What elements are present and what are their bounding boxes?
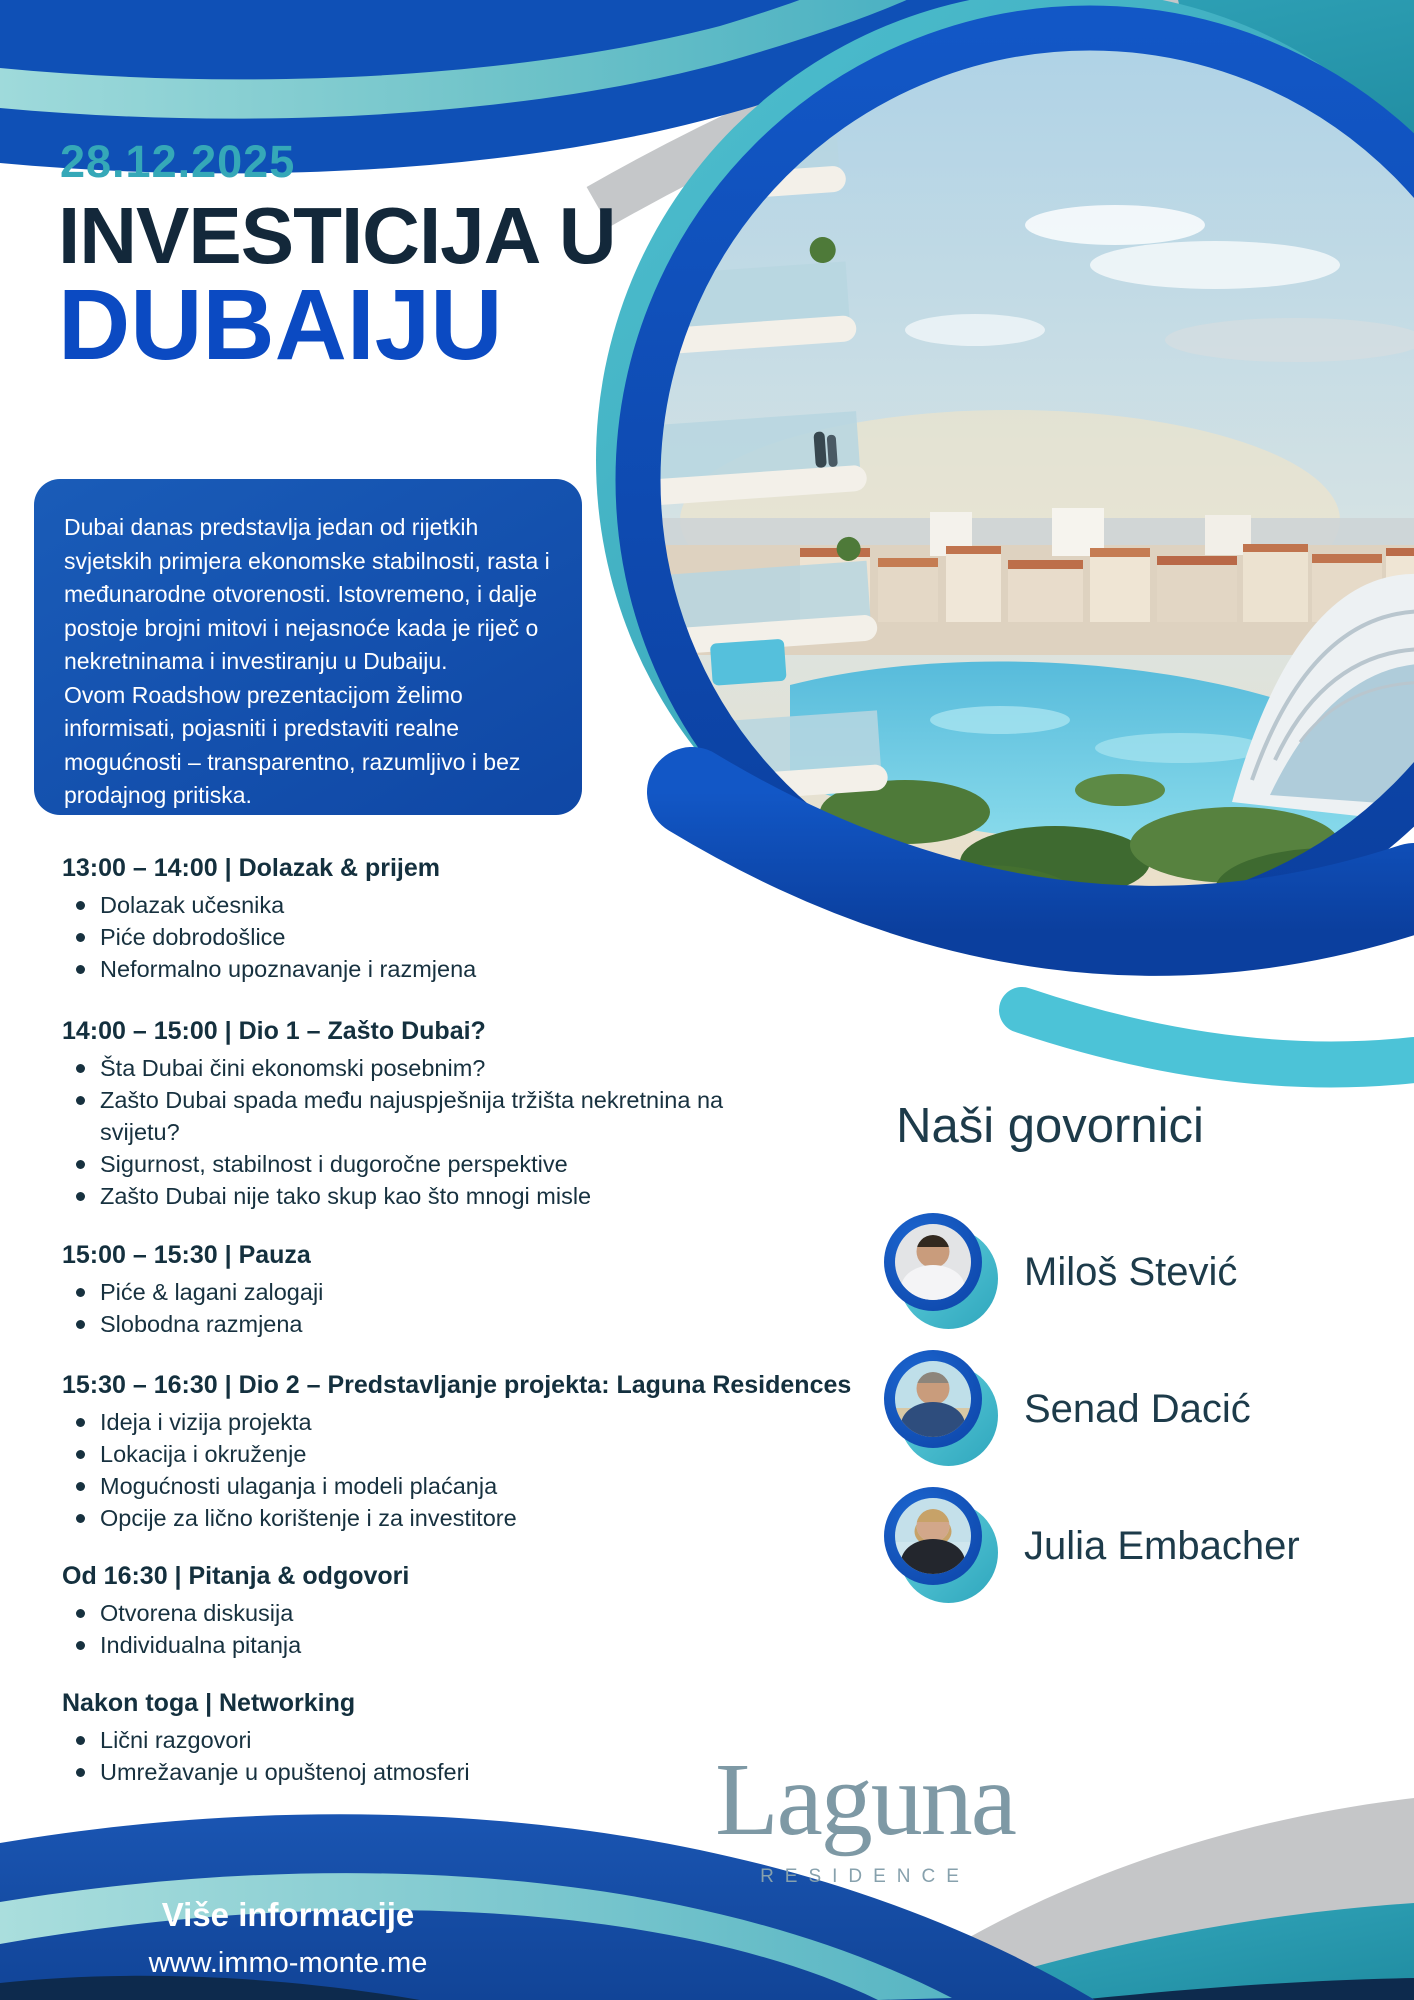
agenda-item: Piće dobrodošlice — [100, 921, 740, 953]
agenda-item: Ideja i vizija projekta — [100, 1406, 740, 1438]
speaker-row — [884, 1213, 1237, 1331]
speaker-photo — [895, 1224, 971, 1300]
agenda-header: 15:30 – 16:30 | Dio 2 – Predstavljanje projekta: Laguna Residences — [62, 1371, 852, 1399]
speakers-heading: Naši govornici — [896, 1099, 1204, 1153]
agenda-item: Individualna pitanja — [100, 1629, 740, 1661]
logo-subtext: RESIDENCE — [760, 1866, 970, 1887]
speaker-name: Julia Embacher — [1024, 1523, 1300, 1568]
speaker-name: Miloš Stević — [1024, 1249, 1238, 1294]
agenda-section — [62, 853, 862, 985]
agenda-item: Otvorena diskusija — [100, 1597, 740, 1629]
agenda-section — [62, 1561, 862, 1661]
agenda-item: Lični razgovori — [100, 1724, 740, 1756]
agenda-item: Šta Dubai čini ekonomski posebnim? — [100, 1052, 740, 1084]
intro-paragraph-1: Dubai danas predstavlja jedan od rijetkih svjetskih primjera ekonomske stabilnosti, rasta i međunarodne otvorenosti. Istovremeno, i dalje postoje brojni mitovi i nejasnoće kada je riječ o nekretninama i investiranju u Dubaiju. — [64, 514, 550, 674]
agenda-section — [62, 1240, 862, 1340]
agenda-item: Umrežavanje u opuštenoj atmosferi — [100, 1756, 740, 1788]
event-title-line1: INVESTICIJA U — [58, 191, 616, 280]
agenda-header: Od 16:30 | Pitanja & odgovori — [62, 1562, 410, 1590]
agenda-item: Piće & lagani zalogaji — [100, 1276, 740, 1308]
agenda-item: Slobodna razmjena — [100, 1308, 740, 1340]
agenda-item: Dolazak učesnika — [100, 889, 740, 921]
agenda-section — [62, 1016, 862, 1212]
agenda-item: Zašto Dubai nije tako skup kao što mnogi misle — [100, 1180, 740, 1212]
agenda-item: Sigurnost, stabilnost i dugoročne perspektive — [100, 1148, 740, 1180]
speaker-avatar — [884, 1350, 998, 1468]
intro-paragraph-2: Ovom Roadshow prezentacijom želimo informisati, pojasniti i predstaviti realne mogućnosti – transparentno, razumljivo i bez prodajnog pritiska. — [64, 681, 521, 808]
logo-wordmark: Laguna — [715, 1742, 1015, 1857]
agenda-header: 13:00 – 14:00 | Dolazak & prijem — [62, 854, 441, 882]
speaker-avatar — [884, 1213, 998, 1331]
brand-logo — [620, 1742, 1110, 1888]
footer-label: Više informacije — [161, 1896, 415, 1933]
agenda-item: Neformalno upoznavanje i razmjena — [100, 953, 740, 985]
speaker-name: Senad Dacić — [1024, 1386, 1251, 1431]
speaker-avatar — [884, 1487, 998, 1605]
agenda-header: 14:00 – 15:00 | Dio 1 – Zašto Dubai? — [62, 1017, 486, 1045]
event-title-line2: DUBAIJU — [58, 269, 503, 381]
agenda-item: Zašto Dubai spada među najuspješnija tržišta nekretnina na svijetu? — [100, 1084, 740, 1148]
agenda-item: Mogućnosti ulaganja i modeli plaćanja — [100, 1470, 740, 1502]
speaker-photo — [895, 1498, 971, 1574]
footer-url[interactable]: www.immo-monte.me — [148, 1947, 428, 1979]
intro-box — [34, 479, 582, 815]
agenda-header: Nakon toga | Networking — [62, 1689, 356, 1717]
speaker-photo — [895, 1361, 971, 1437]
agenda-item: Lokacija i okruženje — [100, 1438, 740, 1470]
agenda-header: 15:00 – 15:30 | Pauza — [62, 1241, 311, 1269]
event-date: 28.12.2025 — [60, 136, 296, 187]
speaker-row — [884, 1350, 1251, 1468]
agenda-section — [62, 1370, 862, 1534]
agenda-item: Opcije za lično korištenje i za investitore — [100, 1502, 740, 1534]
speaker-row — [884, 1487, 1300, 1605]
footer-info — [128, 1896, 448, 1980]
